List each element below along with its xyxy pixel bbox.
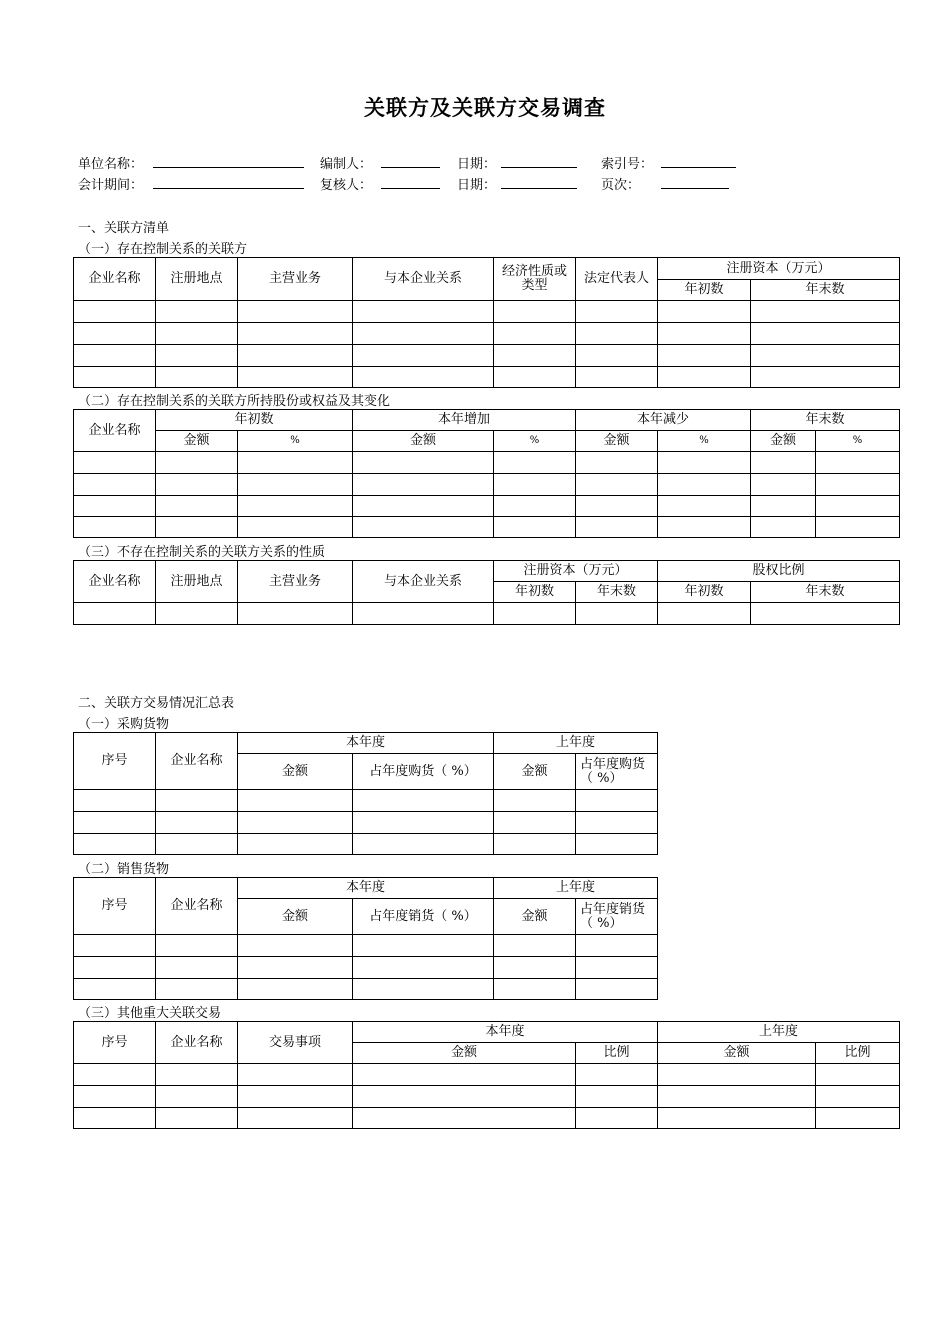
col-ratio: 占年度购货（ %）	[353, 754, 494, 790]
reviewer-field[interactable]	[381, 187, 440, 189]
sales-goods-table	[73, 877, 658, 1000]
col-amount: 金额	[751, 431, 816, 452]
date-label-1: 日期：	[457, 157, 497, 172]
col-no: 序号	[74, 878, 156, 935]
table-row	[74, 834, 658, 855]
col-company: 企业名称	[74, 258, 156, 301]
col-company: 企业名称	[156, 878, 238, 935]
table-row	[74, 1108, 900, 1129]
table-row	[74, 367, 900, 388]
col-ratio: 占年度销货（ %）	[353, 899, 494, 935]
col-company: 企业名称	[74, 410, 156, 452]
purchase-goods-table	[73, 732, 658, 855]
index-label: 索引号：	[601, 157, 654, 172]
col-legal-rep: 法定代表人	[576, 258, 658, 301]
col-amount: 金额	[353, 1043, 576, 1064]
table-row	[74, 979, 658, 1000]
col-ratio: 比例	[816, 1043, 900, 1064]
col-decrease: 本年减少	[576, 410, 751, 431]
table-row	[74, 301, 900, 323]
period-field[interactable]	[153, 187, 304, 189]
col-no: 序号	[74, 1022, 156, 1064]
col-company: 企业名称	[156, 733, 238, 790]
col-pct: %	[494, 431, 576, 452]
col-amount: 金额	[238, 899, 353, 935]
col-amount: 金额	[156, 431, 238, 452]
col-end: 年末数	[576, 582, 658, 603]
section2-t1-caption: （一）采购货物	[78, 717, 170, 732]
col-relation: 与本企业关系	[353, 561, 494, 603]
col-last-year: 上年度	[494, 733, 658, 754]
table-row	[74, 1086, 900, 1108]
col-amount: 金额	[658, 1043, 816, 1064]
section1-t3-caption: （三）不存在控制关系的关联方关系的性质	[78, 545, 326, 560]
col-location: 注册地点	[156, 258, 238, 301]
col-begin: 年初数	[658, 582, 751, 603]
table-row	[74, 474, 900, 496]
section2-t3-caption: （三）其他重大关联交易	[78, 1006, 222, 1021]
table-row	[74, 957, 658, 979]
table-row	[74, 323, 900, 345]
page-field[interactable]	[661, 187, 729, 189]
table-row	[74, 1064, 900, 1086]
related-party-control-table	[73, 257, 900, 388]
page-label: 页次：	[601, 178, 641, 193]
col-capital: 注册资本（万元）	[658, 258, 900, 280]
table-row	[74, 496, 900, 517]
table-row	[74, 603, 900, 625]
col-amount: 金额	[353, 431, 494, 452]
non-control-relation-table	[73, 560, 900, 625]
col-pct: %	[816, 431, 900, 452]
table-row	[74, 517, 900, 538]
table-row	[74, 452, 900, 474]
table-row	[74, 935, 658, 957]
col-end: 年末数	[751, 582, 900, 603]
col-nature: 经济性质或类型	[494, 258, 576, 301]
col-no: 序号	[74, 733, 156, 790]
editor-field[interactable]	[381, 166, 440, 168]
col-amount: 金额	[576, 431, 658, 452]
col-relation: 与本企业关系	[353, 258, 494, 301]
unit-name-field[interactable]	[153, 166, 304, 168]
col-ratio: 占年度购货（ %）	[576, 754, 658, 790]
col-last-year: 上年度	[494, 878, 658, 899]
col-last-year: 上年度	[658, 1022, 900, 1043]
col-pct: %	[238, 431, 353, 452]
section1-t1-caption: （一）存在控制关系的关联方	[78, 242, 248, 257]
col-amount: 金额	[494, 754, 576, 790]
page-title: 关联方及关联方交易调查	[364, 95, 606, 120]
section2-title: 二、关联方交易情况汇总表	[78, 696, 235, 711]
col-business: 主营业务	[238, 258, 353, 301]
shareholding-change-table	[73, 409, 900, 538]
section2-t2-caption: （二）销售货物	[78, 862, 170, 877]
date-field-1[interactable]	[501, 166, 577, 168]
col-item: 交易事项	[238, 1022, 353, 1064]
section1-t2-caption: （二）存在控制关系的关联方所持股份或权益及其变化	[78, 394, 391, 409]
col-business: 主营业务	[238, 561, 353, 603]
col-end: 年末数	[751, 280, 900, 301]
section1-title: 一、关联方清单	[78, 221, 170, 236]
col-this-year: 本年度	[238, 733, 494, 754]
unit-name-label: 单位名称：	[78, 157, 144, 172]
date-field-2[interactable]	[501, 187, 577, 189]
col-ratio: 比例	[576, 1043, 658, 1064]
col-begin: 年初数	[658, 280, 751, 301]
reviewer-label: 复核人：	[320, 178, 373, 193]
col-this-year: 本年度	[238, 878, 494, 899]
col-ratio: 占年度销货（ %）	[576, 899, 658, 935]
col-end: 年末数	[751, 410, 900, 431]
col-capital: 注册资本（万元）	[494, 561, 658, 582]
date-label-2: 日期：	[457, 178, 497, 193]
col-begin: 年初数	[494, 582, 576, 603]
table-row	[74, 790, 658, 812]
table-row	[74, 345, 900, 367]
col-begin: 年初数	[156, 410, 353, 431]
other-transactions-table	[73, 1021, 900, 1129]
table-row	[74, 812, 658, 834]
col-equity: 股权比例	[658, 561, 900, 582]
col-amount: 金额	[238, 754, 353, 790]
col-company: 企业名称	[74, 561, 156, 603]
col-increase: 本年增加	[353, 410, 576, 431]
index-field[interactable]	[661, 166, 736, 168]
editor-label: 编制人：	[320, 157, 373, 172]
col-this-year: 本年度	[353, 1022, 658, 1043]
period-label: 会计期间：	[78, 178, 144, 193]
col-company: 企业名称	[156, 1022, 238, 1064]
col-amount: 金额	[494, 899, 576, 935]
col-pct: %	[658, 431, 751, 452]
col-location: 注册地点	[156, 561, 238, 603]
